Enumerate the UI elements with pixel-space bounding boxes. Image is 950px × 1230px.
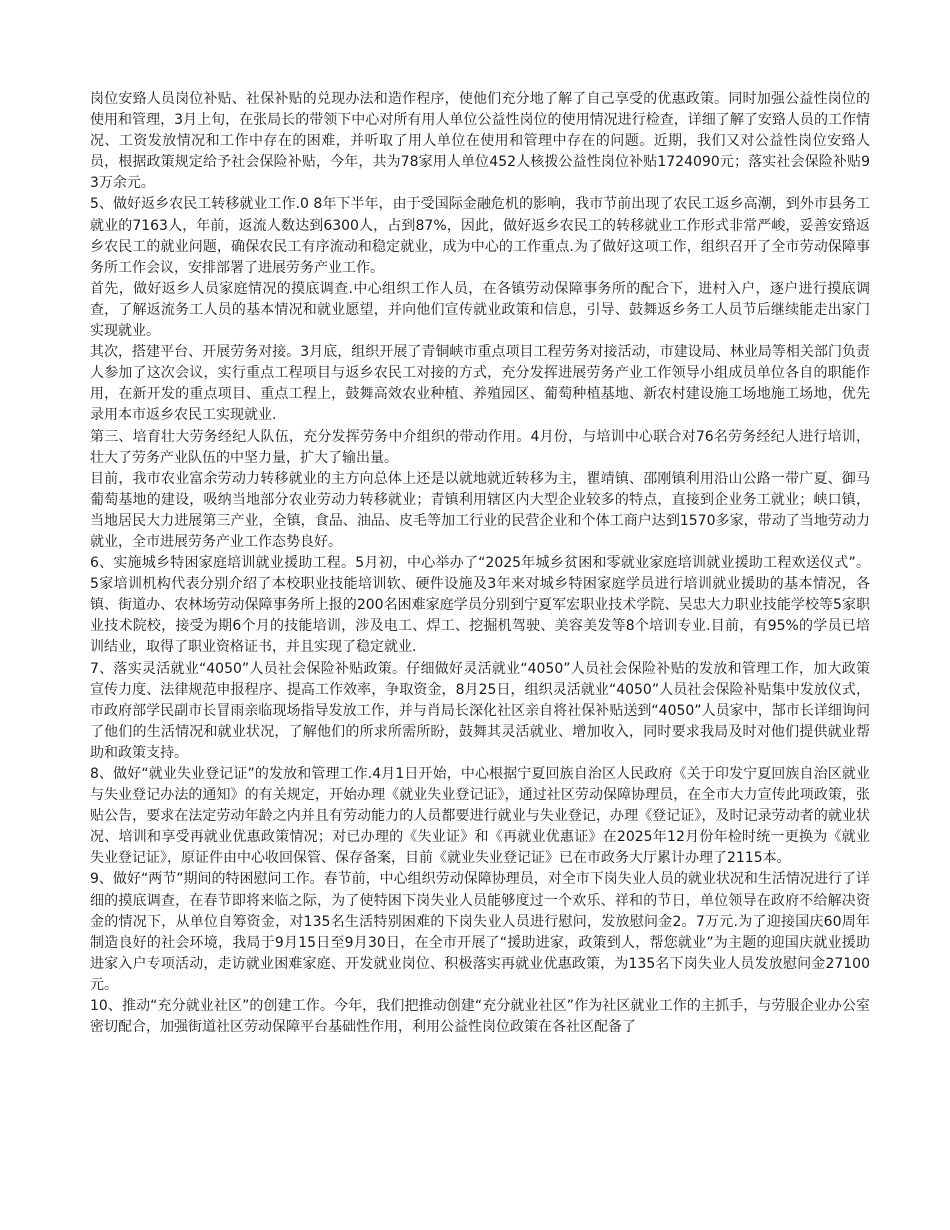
paragraph-item-7-4050-subsidy: 7、落实灵活就业“4050”人员社会保险补贴政策。仔细做好灵活就业“4050”人员社会保险补贴的发放和管理工作，加大政策宣传力度、法律规范申报程序、提高工作效率，争取资金，8月25日，组织灵活就业“4050”人员社会保险补贴集中发放仪式，市政府部学民副市长冒雨亲临现场指导发放工作，并与肖局长深化社区亲自将社保补贴送到“4050”人员家中，郜市长详细询问了他们的生活情况和就业状况，了解他们的所求所需所盼，鼓舞其灵活就业、增加收入，同时要求我局及时对他们提供就业帮助和政策支持。	[90, 660, 870, 761]
paragraph-subsidy-policy: 岗位安臵人员岗位补贴、社保补贴的兑现办法和造作程序，使他们充分地了解了自己享受的优惠政策。同时加强公益性岗位的使用和管理，3月上旬，在张局长的带领下中心对所有用人单位公益性岗位的使用情况进行检查，详细了解了安臵人员的工作情况、工资发放情况和工作中存在的困难，并听取了用人单位在使用和管理中存在的问题。近期，我们又对公益性岗位安臵人员，根据政策规定给予社会保险补贴，今年，共为78家用人单位452人核拨公益性岗位补贴1724090元；落实社会保险补贴93万余元。	[90, 91, 870, 192]
document-body	[90, 89, 870, 1038]
paragraph-item-10-full-employment: 10、推动“充分就业社区”的创建工作。今年，我们把推动创建“充分就业社区”作为社区就业工作的主抓手，与劳服企业办公室密切配合，加强街道社区劳动保障平台基础性作用，利用公益性岗位政策在各社区配备了	[90, 998, 870, 1036]
paragraph-current-transfer: 目前，我市农业富余劳动力转移就业的主方向总体上还是以就地就近转移为主，瞿靖镇、邵刚镇利用沿山公路一带广夏、御马葡萄基地的建设，吸纳当地部分农业劳动力转移就业；青镇利用辖区内大型企业较多的特点，直接到企业务工就业；峡口镇，当地居民大力进展第三产业，全镇，食品、油品、皮毛等加工行业的民营企业和个体工商户达到1570多家，带动了当地劳动力就业，全市进展劳务产业工作态势良好。	[90, 470, 870, 550]
paragraph-first-survey: 首先，做好返乡人员家庭情况的摸底调查.中心组织工作人员，在各镇劳动保障事务所的配合下，进村入户，逐户进行摸底调查，了解返流务工人员的基本情况和就业愿望，并向他们宣传就业政策和信息，引导、鼓舞返乡务工人员节后继续能走出家门实现就业。	[90, 280, 870, 340]
paragraph-item-9-holiday-relief: 9、做好“两节”期间的特困慰问工作。春节前，中心组织劳动保障协理员，对全市下岗失业人员的就业状况和生活情况进行了详细的摸底调查，在春节即将来临之际，为了使特困下岗失业人员能够度过一个欢乐、祥和的节日，单位领导在政府不给解决资金的情况下，从单位自筹资金，对135名生活特别困难的下岗失业人员进行慰问，发放慰问金2。7万元.为了迎接国庆60周年制造良好的社会环境，我局于9月15日至9月30日，在全市开展了“援助进家，政策到人，帮您就业”为主题的迎国庆就业援助进家入户专项活动，走访就业困难家庭、开发就业岗位、积极落实再就业优惠政策，为135名下岗失业人员发放慰问金27100元。	[90, 871, 870, 993]
paragraph-item-6-training-aid: 6、实施城乡特困家庭培训就业援助工程。5月初，中心举办了“2025年城乡贫困和零就业家庭培训就业援助工程欢送仪式”。 5家培训机构代表分别介绍了本校职业技能培训软、硬件设施及3年来对城乡特困家庭学员进行培训就业援助的基本情况，各镇、街道办、农林场劳动保障事务所上报的200名困难家庭学员分别到宁夏军宏职业技术学院、吴忠大力职业技能学校等5家职业技术院校，接受为期6个月的技能培训，涉及电工、焊工、挖掘机驾驶、美容美发等8个培训专业.目前，有95%的学员已培训结业，取得了职业资格证书，并且实现了稳定就业.	[90, 555, 870, 656]
paragraph-item-8-registration-card: 8、做好“就业失业登记证”的发放和管理工作.4月1日开始，中心根据宁夏回族自治区人民政府《关于印发宁夏回族自治区就业与失业登记办法的通知》的有关规定，开始办理《就业失业登记证》，通过社区劳动保障协理员，在全市大力宣传此项政策，张贴公告，要求在法定劳动年龄之内并且有劳动能力的人员都要进行就业与失业登记，办理《登记证》，及时记录劳动者的就业状况、培训和享受再就业优惠政策情况；对已办理的《失业证》和《再就业优惠证》在2025年12月份年检时统一更换为《就业失业登记证》，原证件由中心收回保管、保存备案，目前《就业失业登记证》已在市政务大厅累计办理了2115本。	[90, 766, 870, 867]
paragraph-item-5-returning-workers: 5、做好返乡农民工转移就业工作.0 8年下半年，由于受国际金融危机的影响，我市节前出现了农民工返乡高潮，到外市县务工就业的7163人，年前，返流人数达到6300人，占到87%，因此，做好返乡农民工的转移就业工作形式非常严峻，妥善安臵返乡农民工的就业问题，确保农民工有序流动和稳定就业，成为中心的工作重点.为了做好这项工作，组织召开了全市劳动保障事务所工作会议，安排部署了进展劳务产业工作。	[90, 196, 870, 276]
paragraph-third-brokers: 第三、培育壮大劳务经纪人队伍，充分发挥劳务中介组织的带动作用。4月份，与培训中心联合对76名劳务经纪人进行培训，壮大了劳务产业队伍的中坚力量，扩大了输出量。	[90, 428, 870, 466]
paragraph-second-platform: 其次，搭建平台、开展劳务对接。3月底，组织开展了青铜峡市重点项目工程劳务对接活动，市建设局、林业局等相关部门负责人参加了这次会议，实行重点工程项目与返乡农民工对接的方式，充分发挥进展劳务产业工作领导小组成员单位各自的职能作用，在新开发的重点项目、重点工程上，鼓舞高效农业种植、养殖园区、葡萄种植基地、新农村建设施工场地施工场地，优先录用本市返乡农民工实现就业.	[90, 344, 870, 424]
